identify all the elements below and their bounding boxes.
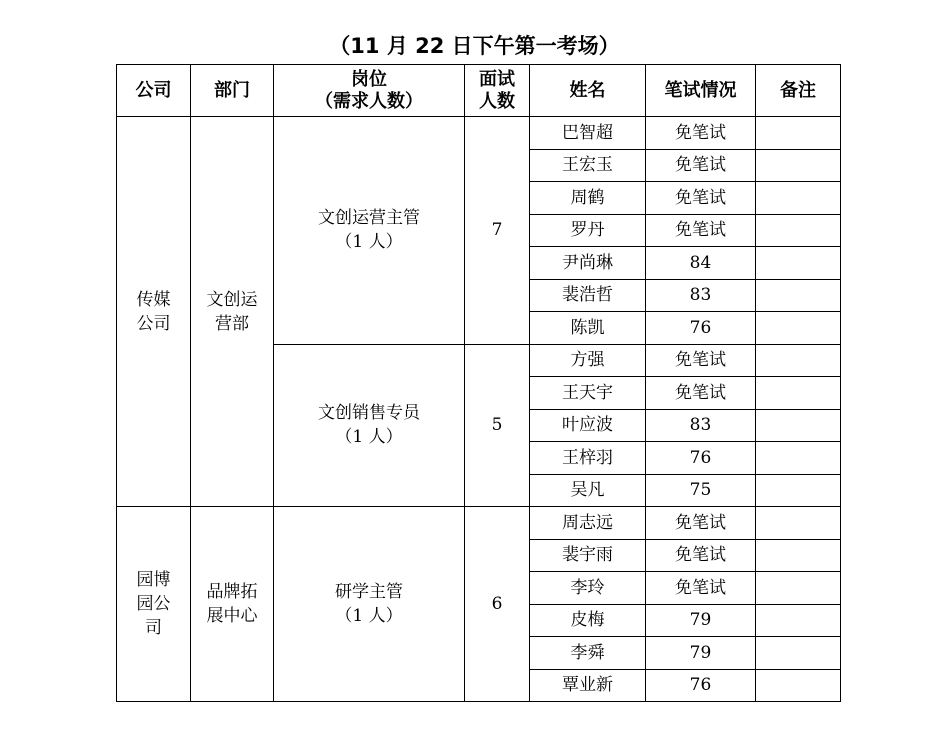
exam-status: 免笔试: [646, 344, 756, 377]
company-cell: [117, 117, 191, 507]
exam-status: 免笔试: [646, 182, 756, 215]
table-row: [117, 117, 841, 150]
exam-schedule-table: [116, 64, 841, 702]
remark-cell: [756, 539, 841, 572]
department-line: 品牌拓: [206, 582, 258, 602]
department-line: 营部: [215, 313, 249, 334]
company-line: 司: [145, 618, 162, 638]
exam-status: 83: [646, 409, 756, 442]
department-line: 展中心: [206, 606, 258, 626]
remark-cell: [756, 149, 841, 182]
remark-cell: [756, 182, 841, 215]
company-cell: [117, 507, 191, 702]
position-cell: [274, 117, 465, 345]
department-cell: [191, 117, 274, 507]
candidate-name: 周鹤: [530, 182, 646, 215]
table-body: [117, 117, 841, 702]
candidate-name: 方强: [530, 344, 646, 377]
exam-status: 79: [646, 604, 756, 637]
exam-status: 75: [646, 474, 756, 507]
department-line: 文创运: [206, 289, 258, 310]
remark-cell: [756, 312, 841, 345]
candidate-name: 陈凯: [530, 312, 646, 345]
candidate-name: 叶应波: [530, 409, 646, 442]
position-title: 研学主管: [335, 582, 403, 602]
department-cell: [191, 507, 274, 702]
exam-status: 76: [646, 442, 756, 475]
table-row: [117, 507, 841, 540]
candidate-name: 巴智超: [530, 117, 646, 150]
exam-status: 76: [646, 312, 756, 345]
candidate-name: 李玲: [530, 572, 646, 605]
candidate-name: 李舜: [530, 637, 646, 670]
candidate-name: 裴浩哲: [530, 279, 646, 312]
header-position: [274, 65, 465, 117]
header-name: 姓名: [530, 65, 646, 117]
header-remark: 备注: [756, 65, 841, 117]
remark-cell: [756, 117, 841, 150]
remark-cell: [756, 409, 841, 442]
header-exam-status: 笔试情况: [646, 65, 756, 117]
position-demand: （1 人）: [335, 606, 403, 626]
remark-cell: [756, 344, 841, 377]
position-cell: [274, 507, 465, 702]
exam-status: 76: [646, 669, 756, 702]
header-company: 公司: [117, 65, 191, 117]
candidate-name: 王天宇: [530, 377, 646, 410]
interview-count-cell: 6: [465, 507, 530, 702]
table-header-row: [117, 65, 841, 117]
exam-status: 免笔试: [646, 149, 756, 182]
remark-cell: [756, 474, 841, 507]
interview-count-cell: 7: [465, 117, 530, 345]
position-title: 文创运营主管: [318, 208, 420, 229]
candidate-name: 尹尚琳: [530, 247, 646, 280]
company-line: 园博: [136, 570, 171, 590]
exam-status: 84: [646, 247, 756, 280]
remark-cell: [756, 442, 841, 475]
remark-cell: [756, 572, 841, 605]
exam-status: 免笔试: [646, 572, 756, 605]
candidate-name: 皮梅: [530, 604, 646, 637]
remark-cell: [756, 669, 841, 702]
remark-cell: [756, 214, 841, 247]
candidate-name: 罗丹: [530, 214, 646, 247]
header-interview-line1: 面试: [479, 68, 515, 90]
header-interview-count: [465, 65, 530, 117]
remark-cell: [756, 507, 841, 540]
exam-status: 免笔试: [646, 539, 756, 572]
remark-cell: [756, 279, 841, 312]
header-position-line1: 岗位: [351, 68, 387, 90]
company-line: 传媒: [136, 289, 171, 310]
interview-count-cell: 5: [465, 344, 530, 507]
remark-cell: [756, 604, 841, 637]
remark-cell: [756, 247, 841, 280]
header-interview-line2: 人数: [479, 90, 515, 112]
header-position-line2: （需求人数）: [315, 90, 423, 112]
position-cell: [274, 344, 465, 507]
page-title: （11 月 22 日下午第一考场）: [329, 34, 620, 58]
position-demand: （1 人）: [335, 427, 403, 448]
exam-status: 83: [646, 279, 756, 312]
position-title: 文创销售专员: [318, 403, 420, 424]
candidate-name: 覃业新: [530, 669, 646, 702]
candidate-name: 周志远: [530, 507, 646, 540]
exam-status: 免笔试: [646, 117, 756, 150]
candidate-name: 王宏玉: [530, 149, 646, 182]
candidate-name: 裴宇雨: [530, 539, 646, 572]
candidate-name: 吴凡: [530, 474, 646, 507]
candidate-name: 王梓羽: [530, 442, 646, 475]
exam-status: 79: [646, 637, 756, 670]
remark-cell: [756, 377, 841, 410]
company-line: 公司: [136, 313, 171, 334]
company-line: 园公: [136, 594, 171, 614]
exam-status: 免笔试: [646, 507, 756, 540]
header-department: 部门: [191, 65, 274, 117]
exam-status: 免笔试: [646, 214, 756, 247]
remark-cell: [756, 637, 841, 670]
exam-status: 免笔试: [646, 377, 756, 410]
position-demand: （1 人）: [335, 232, 403, 253]
